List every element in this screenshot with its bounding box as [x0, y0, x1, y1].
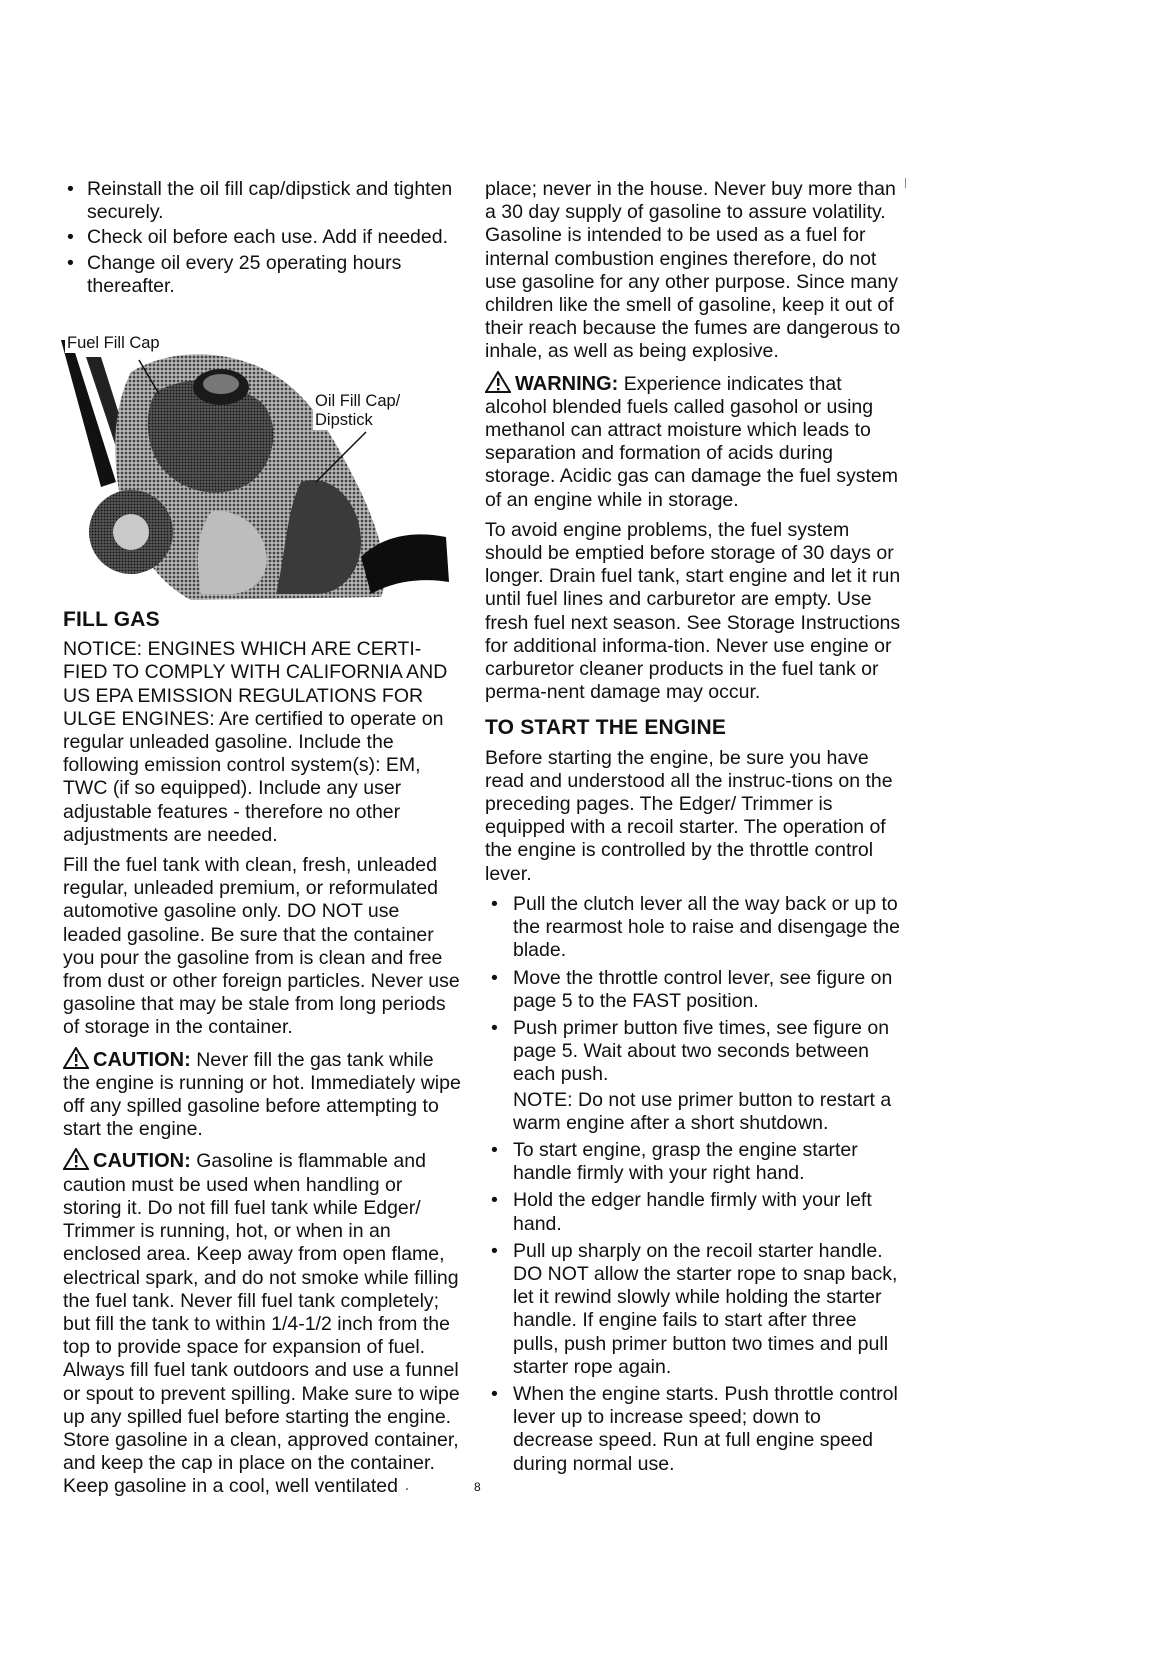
list-item: • When the engine starts. Push throttle control lever up to increase speed; down to decrease speed. Run at full engine speed during normal use.: [485, 1383, 905, 1476]
storage-continued-paragraph: place; never in the house. Never buy more than a 30 day supply of gasoline to assure volatility. Gasoline is intended to be used as a fuel for internal combustion engines therefore, do not use gasoline for any other purpose. Since many children like the smell of gasoline, keep it out of their reach because the fumes are dangerous to inhale, as well as being explosive.: [485, 178, 901, 363]
right-column: [485, 178, 905, 1480]
storage-paragraph: To avoid engine problems, the fuel system should be emptied before storage of 30 days or longer. Drain fuel tank, start engine and let it run until fuel lines and carburetor are empty. Use fresh fuel next season. See Storage Instructions for additional informa-tion. Never use engine or carburetor cleaner products in the fuel tank or perma-nent damage may occur.: [485, 518, 901, 704]
warning-triangle-icon: [63, 1047, 89, 1069]
oil-bullet-list: [63, 178, 463, 298]
start-engine-heading: TO START THE ENGINE: [485, 716, 727, 740]
engine-photo-figure: [61, 332, 451, 602]
list-item: [485, 1017, 905, 1135]
scan-speck: [905, 178, 906, 188]
start-intro: Before starting the engine, be sure you have read and understood all the instruc-tions on the preceding pages. The Edger/ Trimmer is equipped with a recoil starter. The operation of the engine is controlled by the throttle control lever.: [485, 746, 893, 885]
list-item: • To start engine, grasp the engine starter handle firmly with your right hand.: [485, 1139, 905, 1185]
caution-text: Gasoline is flammable and caution must be used when handling or storing it. Do not fill fuel tank while Edger/ Trimmer is running, hot, or when in an enclosed area. Keep away from open flame, electrical spark, and do not smoke while filling the fuel tank. Never fill fuel tank completely; but fill the tank to within 1/4-1/2 inch from the top to provide space for expansion of fuel. Always fill fuel tank outdoors and use a funnel or spout to prevent spilling. Make sure to wipe up any spilled fuel before starting the engine. Store gasoline in a clean, approved container, and keep the cap in place on the container. Keep gasoline in a cool, well ventilated: [63, 1150, 460, 1498]
engine-photo: [61, 332, 451, 602]
page-number: 8: [474, 1480, 481, 1494]
warning-text: Experience indicates that alcohol blended fuels called gasohol or using methanol can attract moisture which leads to separation and formation of acids during storage. Acidic gas can damage the fuel system of an engine while in storage.: [485, 372, 898, 511]
fill-instructions: Fill the fuel tank with clean, fresh, unleaded regular, unleaded premium, or reformulated automotive gasoline only. DO NOT use leaded gasoline. Be sure that the container you pour the gasoline from is clean and free from dust or other foreign particles. Never use gasoline that may be stale from long periods of storage in the container.: [63, 854, 460, 1039]
warning-triangle-icon: [485, 371, 511, 393]
left-column: [63, 178, 463, 1506]
list-item: • Hold the edger handle firmly with your left hand.: [485, 1189, 905, 1235]
list-item: • Pull the clutch lever all the way back or up to the rearmost hole to raise and disengage the blade.: [485, 893, 905, 963]
oil-fill-cap-label: Oil Fill Cap/: [315, 392, 401, 411]
emissions-notice: NOTICE: ENGINES WHICH ARE CERTI-FIED TO COMPLY WITH CALIFORNIA AND US EPA EMISSION REGULATIONS FOR ULGE ENGINES: Are certified to operate on regular unleaded gasoline. Include the following emission control system(s): EM, TWC (if so equipped). Include any user adjustable features - therefore no other adjustments are needed.: [63, 638, 448, 846]
caution-text: Never fill the gas tank while the engine is running or hot. Immediately wipe off any spilled gasoline before attempting to start the engine.: [63, 1048, 461, 1141]
caution-gas-tank: [63, 1047, 463, 1142]
caution-label: CAUTION:: [93, 1048, 191, 1071]
caution-label: CAUTION:: [93, 1150, 191, 1173]
list-item: • Check oil before each use. Add if needed.: [63, 226, 463, 249]
start-steps-list: [485, 893, 905, 1476]
primer-note: NOTE: Do not use primer button to restart a warm engine after a short shutdown.: [513, 1088, 892, 1134]
scan-speck: [406, 1488, 408, 1490]
fill-gas-heading: FILL GAS: [63, 608, 160, 632]
warning-label: WARNING:: [515, 372, 619, 395]
list-item: • Move the throttle control lever, see figure on page 5 to the FAST position.: [485, 967, 905, 1013]
list-item: • Change oil every 25 operating hours thereafter.: [63, 252, 463, 298]
fuel-fill-cap-label: Fuel Fill Cap: [67, 334, 160, 353]
dipstick-label: Dipstick: [315, 411, 373, 430]
list-item: • Reinstall the oil fill cap/dipstick and tighten securely.: [63, 178, 463, 224]
list-item-text: Push primer button five times, see figure on page 5. Wait about two seconds between each push.: [513, 1016, 890, 1086]
caution-flammable: [63, 1148, 463, 1498]
list-item: • Pull up sharply on the recoil starter handle. DO NOT allow the starter rope to snap back, let it rewind slowly while holding the starter handle. If engine fails to start after three pulls, push primer button two times and pull starter rope again.: [485, 1240, 905, 1379]
warning-triangle-icon: [63, 1148, 89, 1170]
warning-gasohol: [485, 371, 905, 512]
